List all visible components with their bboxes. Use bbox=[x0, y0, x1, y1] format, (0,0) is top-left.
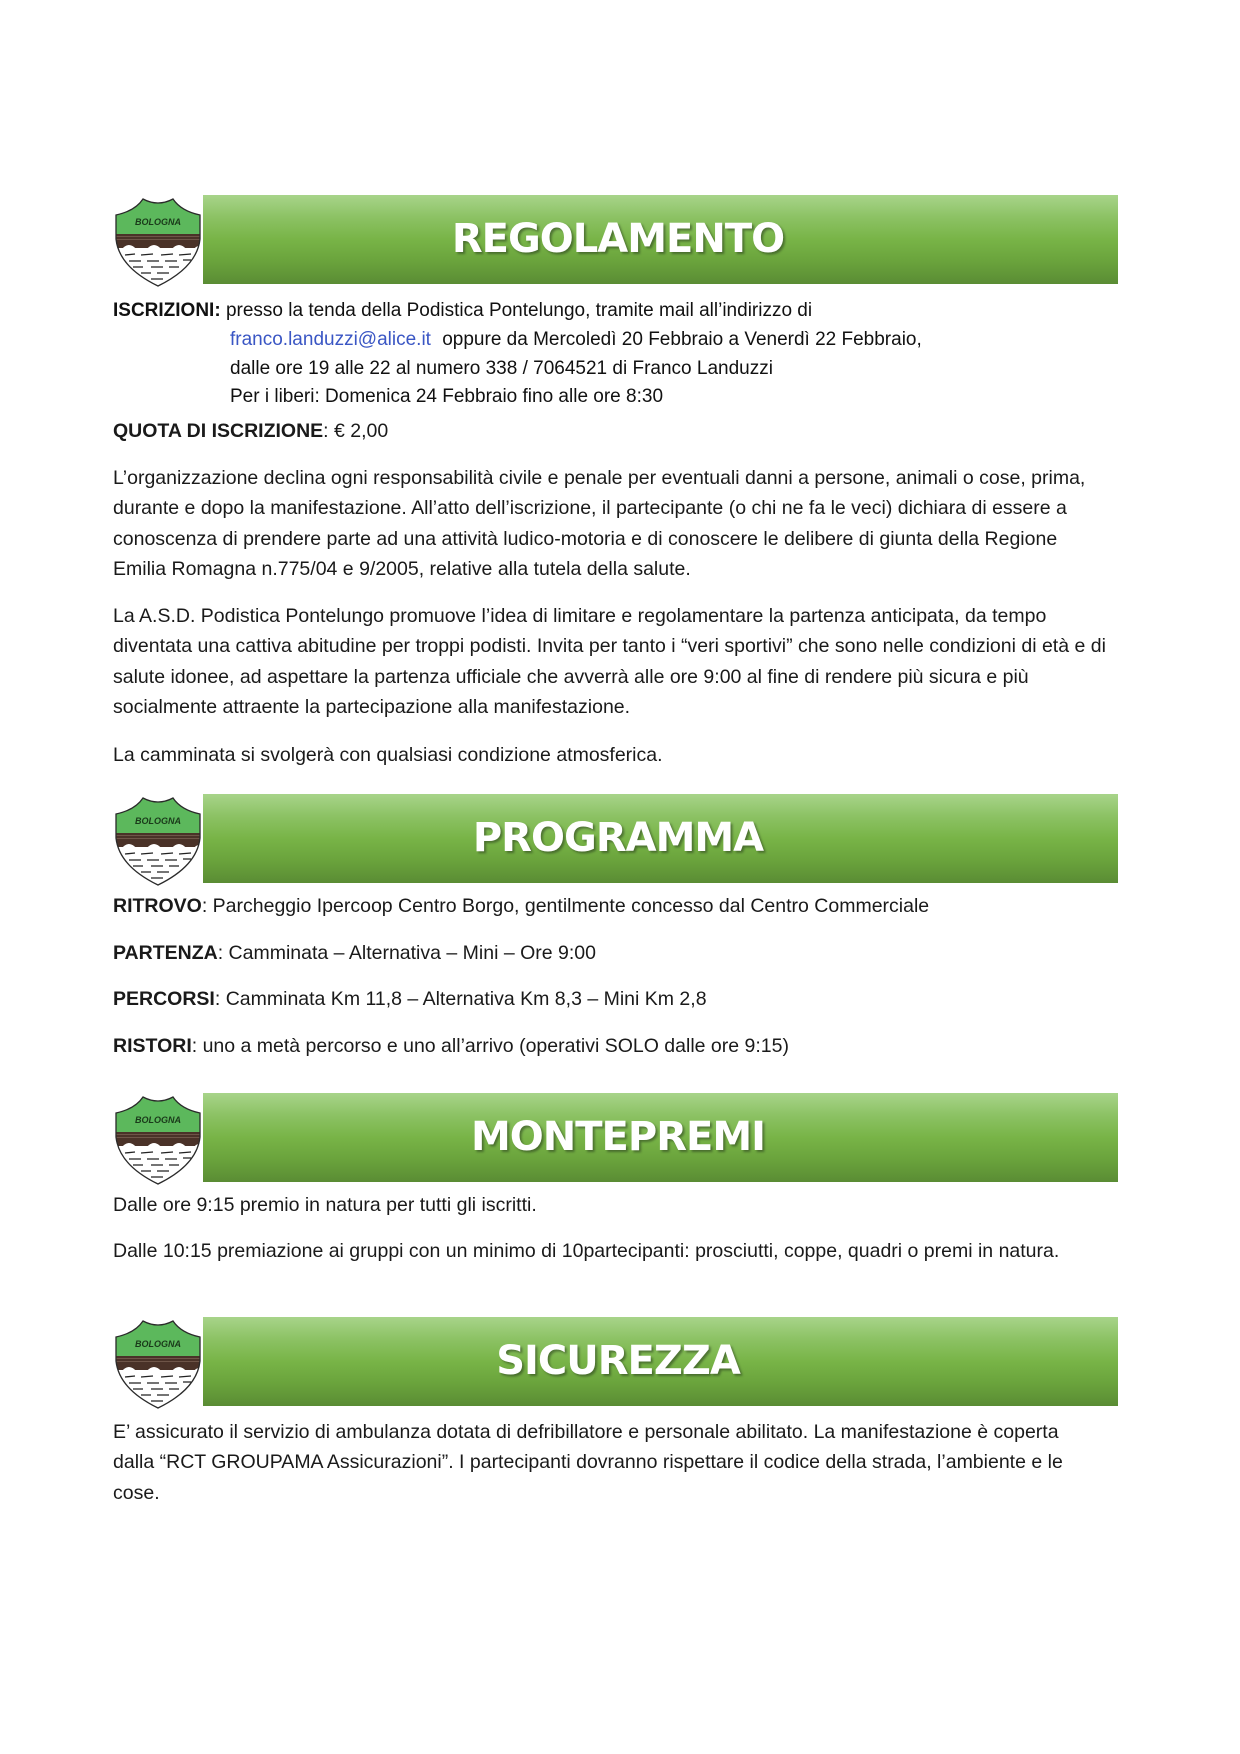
quota-line bbox=[113, 416, 1103, 446]
prize-paragraph-2: Dalle 10:15 premiazione ai gruppi con un minimo di 10partecipanti: prosciutti, coppe, quadri o premi in natura. bbox=[113, 1240, 1060, 1262]
disclaimer-paragraph: L’organizzazione declina ogni responsabilità civile e penale per eventuali danni a persone, animali o cose, prima, durante e dopo la manifestazione. All’atto dell’iscrizione, il partecipante (o chi ne fa le veci) dichiara di essere a conoscenza di prendere parte ad una attività ludico-motoria e di conoscere le delibere di giunta della Regione Emilia Romagna n.775/04 e 9/2005, relative alla tutela della salute. bbox=[113, 467, 1086, 580]
bologna-shield-logo-icon bbox=[113, 1093, 203, 1185]
program-item-text: : uno a metà percorso e uno all’arrivo (operativi SOLO dalle ore 9:15) bbox=[191, 1035, 789, 1057]
iscrizioni-line-1: presso la tenda della Podistica Pontelungo, tramite mail all’indirizzo di bbox=[225, 300, 813, 321]
bologna-shield-logo-icon bbox=[113, 1317, 203, 1409]
section-title: MONTEPREMI bbox=[470, 1114, 766, 1160]
section-header-sicurezza bbox=[113, 1317, 1118, 1406]
iscrizioni-line-2: oppure da Mercoledì 20 Febbraio a Venerdì 22 Febbraio, bbox=[442, 329, 922, 350]
quota-value: : € 2,00 bbox=[323, 420, 389, 442]
quota-label: QUOTA DI ISCRIZIONE bbox=[113, 420, 324, 442]
program-item-ristori bbox=[113, 1031, 1103, 1061]
section-header-programma bbox=[113, 794, 1118, 883]
section-banner bbox=[203, 1317, 1118, 1406]
section-banner bbox=[203, 1093, 1118, 1182]
section-header-montepremi bbox=[113, 1093, 1118, 1182]
weather-paragraph: La camminata si svolgerà con qualsiasi condizione atmosferica. bbox=[113, 744, 663, 766]
safety-paragraph: E’ assicurato il servizio di ambulanza dotata di defribillatore e personale abilitato. La manifestazione è coperta dalla “RCT GROUPAMA Assicurazioni”. I partecipanti dovranno rispettare il codice della strada, l’ambiente e le cose. bbox=[113, 1421, 1063, 1504]
prize-paragraph-1: Dalle ore 9:15 premio in natura per tutti gli iscritti. bbox=[113, 1194, 537, 1216]
program-item-text: : Parcheggio Ipercoop Centro Borgo, gentilmente concesso dal Centro Commerciale bbox=[201, 895, 930, 917]
early-start-paragraph: La A.S.D. Podistica Pontelungo promuove l’idea di limitare e regolamentare la partenza anticipata, da tempo diventata una cattiva abitudine per troppi podisti. Invita per tanto i “veri sportivi” che sono nelle condizioni di età e di salute idonee, ad aspettare la partenza ufficiale che avverrà alle ore 9:00 al fine di rendere più sicura e più socialmente attraente la partecipazione alla manifestazione. bbox=[113, 605, 1106, 718]
section-title: SICUREZZA bbox=[496, 1338, 740, 1384]
program-item-partenza bbox=[113, 938, 1103, 968]
section-banner bbox=[203, 794, 1118, 883]
section-banner bbox=[203, 195, 1118, 284]
program-item-label: RITROVO bbox=[113, 895, 202, 917]
iscrizioni-label: ISCRIZIONI: bbox=[113, 300, 221, 321]
iscrizioni-line-4: Per i liberi: Domenica 24 Febbraio fino alle ore 8:30 bbox=[230, 386, 664, 407]
program-item-text: : Camminata – Alternativa – Mini – Ore 9:00 bbox=[217, 942, 596, 964]
bologna-shield-logo-icon bbox=[113, 794, 203, 886]
bologna-shield-logo-icon bbox=[113, 195, 203, 287]
section-title: PROGRAMMA bbox=[472, 815, 764, 861]
section-title: REGOLAMENTO bbox=[451, 216, 785, 262]
email-link[interactable]: franco.landuzzi@alice.it bbox=[230, 329, 431, 350]
program-item-label: RISTORI bbox=[113, 1035, 192, 1057]
program-item-text: : Camminata Km 11,8 – Alternativa Km 8,3 – Mini Km 2,8 bbox=[214, 988, 707, 1010]
program-item-ritrovo bbox=[113, 891, 1103, 921]
program-item-label: PARTENZA bbox=[113, 942, 218, 964]
program-item-label: PERCORSI bbox=[113, 988, 215, 1010]
program-item-percorsi bbox=[113, 984, 1103, 1014]
section-header-regolamento bbox=[113, 195, 1118, 284]
iscrizioni-line-3: dalle ore 19 alle 22 al numero 338 / 7064521 di Franco Landuzzi bbox=[230, 358, 773, 379]
